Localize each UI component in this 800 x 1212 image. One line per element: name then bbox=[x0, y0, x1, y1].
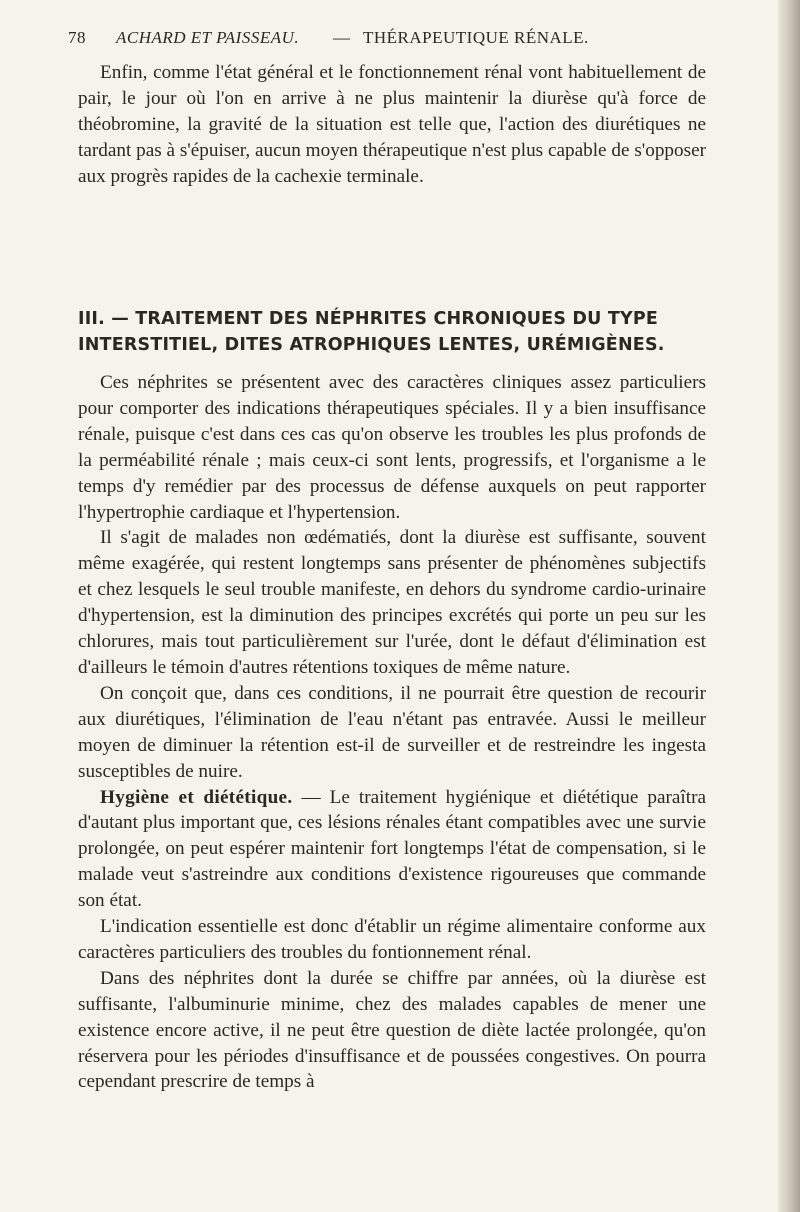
body-paragraph: Il s'agit de malades non œdématiés, dont la diurèse est suffisante, souvent même exagérée, qui restent longtemps sans présenter de phénomènes subjectifs et chez lesquels le seul trouble manifeste, en dehors du syndrome cardio-urinaire d'hypertension, est la diminution des principes excrétés qui porte un peu sur les chlorures, mais tout particulièrement sur l'urée, dont le défaut d'élimination est d'ailleurs le témoin d'autres rétentions toxiques de même nature. bbox=[78, 527, 706, 678]
intro-paragraph: Enfin, comme l'état général et le fonctionnement rénal vont habituellement de pair, le jour où l'on en arrive à ne plus maintenir la diurèse qu'à force de théobromine, la gravité de la situation est telle que, l'action des diurétiques ne tardant pas à s'épuiser, aucun moyen thérapeutique n'est plus capable de s'opposer aux progrès rapides de la cachexie terminale. bbox=[78, 62, 706, 187]
hygiene-paragraph bbox=[78, 785, 706, 915]
hygiene-lead: Hygiène et diététique. bbox=[100, 786, 293, 808]
body-paragraph: On conçoit que, dans ces conditions, il ne pourrait être question de recourir aux diurétiques, l'élimination de l'eau n'étant pas entravée. Aussi le meilleur moyen de diminuer la rétention est-il de surveiller et de restreindre les ingesta susceptibles de nuire. bbox=[78, 682, 706, 782]
section-body bbox=[78, 370, 706, 1095]
page-edge-shadow bbox=[778, 0, 800, 1212]
body-paragraph: Dans des néphrites dont la durée se chiffre par années, où la diurèse est suffisante, l'albuminurie minime, chez des malades capables de mener une existence encore active, il ne peut être question de diète lactée prolongée, qu'on réservera pour les périodes d'insuffisance et de poussées congestives. On pourra cependant prescrire de temps à bbox=[78, 967, 706, 1093]
section-heading-line-2: INTERSTITIEL, DITES ATROPHIQUES LENTES, URÉMIGÈNES. bbox=[78, 335, 665, 355]
hygiene-dash: — bbox=[301, 786, 321, 808]
section-heading bbox=[78, 306, 718, 358]
hygiene-text: Le traitement hygiénique et diététique paraîtra d'autant plus important que, ces lésions rénales étant compatibles avec une survie prolongée, on peut espérer maintenir fort longtemps l'état de compensation, si le malade veut s'astreindre aux conditions d'existence rigoureuses que commande son état. bbox=[78, 786, 706, 912]
body-paragraph: L'indication essentielle est donc d'établir un régime alimentaire conforme aux caractères particuliers des troubles du fontionnement rénal. bbox=[78, 916, 706, 963]
header-separator: — bbox=[333, 28, 351, 47]
running-title: ACHARD ET PAISSEAU. bbox=[116, 28, 300, 47]
intro-block bbox=[78, 60, 706, 190]
running-header bbox=[68, 28, 688, 54]
body-paragraph: Ces néphrites se présentent avec des caractères cliniques assez particuliers pour comporter des indications thérapeutiques spéciales. Il y a bien insuffisance rénale, puisque c'est dans ces cas qu'on observe les troubles les plus profonds de la perméabilité rénale ; mais ceux-ci sont lents, progressifs, et l'organisme a le temps d'y remédier par des processus de défense auxquels on peut rapporter l'hypertrophie cardiaque et l'hypertension. bbox=[78, 372, 706, 523]
header-subject: THÉRAPEUTIQUE RÉNALE. bbox=[363, 28, 589, 47]
section-heading-line-1: III. — TRAITEMENT DES NÉPHRITES CHRONIQUES DU TYPE bbox=[78, 309, 659, 329]
page-number: 78 bbox=[68, 28, 86, 47]
